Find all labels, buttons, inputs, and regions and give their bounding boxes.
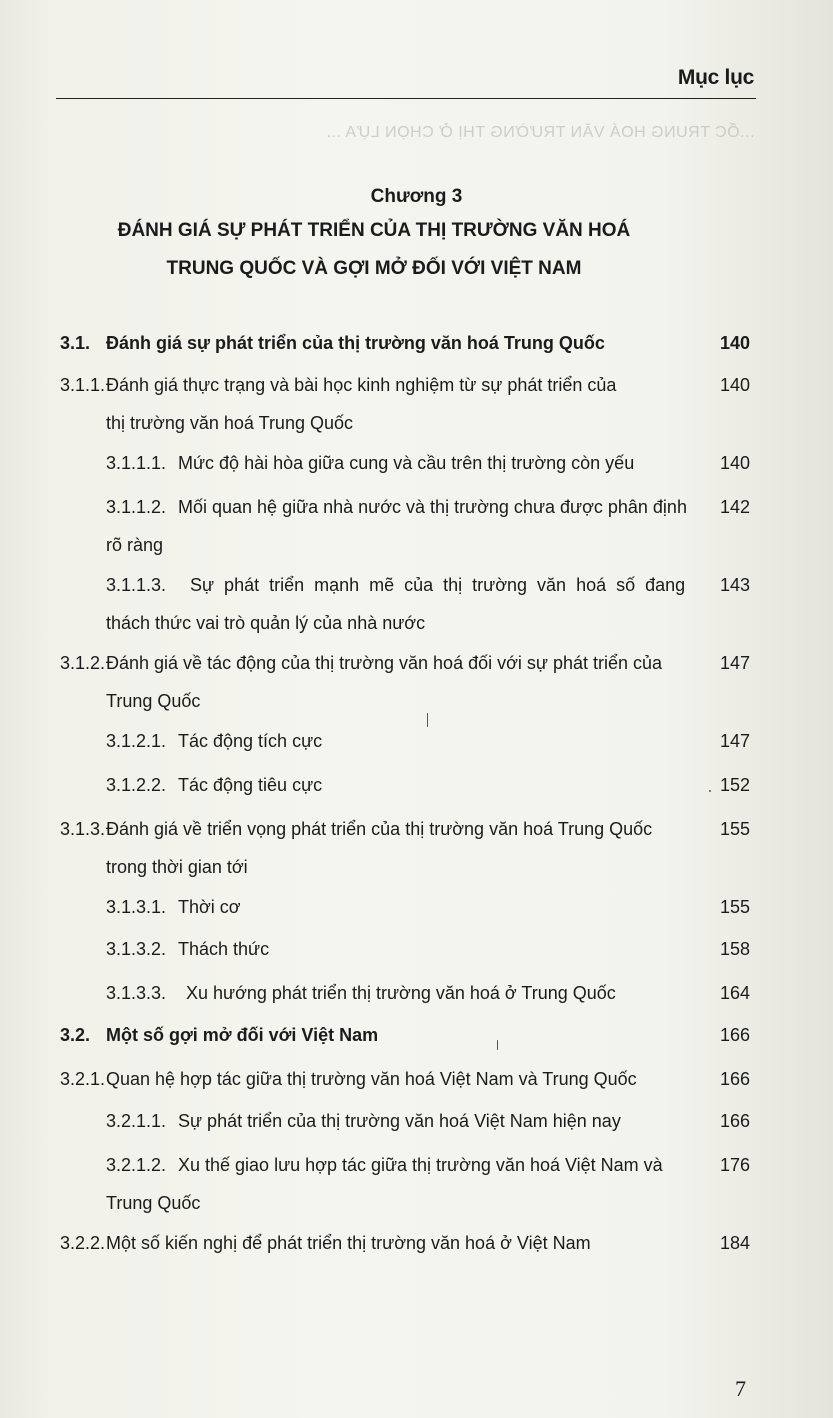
toc-page-number: 184: [720, 1233, 751, 1253]
toc-number: 3.1.1.1.: [106, 453, 167, 473]
toc-number: 3.1.2.: [60, 653, 106, 673]
toc-title-continued: Trung Quốc: [106, 1193, 201, 1213]
print-speck: [497, 1040, 498, 1050]
toc-page-number: 152: [720, 775, 751, 795]
toc-number: 3.1.3.1.: [106, 897, 167, 917]
toc-title: Đánh giá thực trạng và bài học kinh nghiệm từ sự phát triển của: [106, 375, 617, 395]
toc-page-number: 176: [720, 1155, 751, 1175]
toc-number: 3.2.1.: [60, 1069, 106, 1089]
chapter-label: Chương 3: [370, 186, 463, 207]
toc-page-number: 140: [720, 375, 751, 395]
toc-page-number: 142: [720, 497, 751, 517]
toc-page-number: 164: [720, 983, 751, 1003]
toc-entry-3-1-2[interactable]: [60, 644, 760, 720]
toc-number: 3.2.: [60, 1025, 91, 1045]
toc-number: 3.2.1.1.: [106, 1111, 167, 1131]
toc-number: 3.1.1.3.: [106, 575, 167, 595]
toc-entry-3-1-3[interactable]: [60, 810, 760, 886]
toc-entry-3-1-1[interactable]: [60, 366, 760, 442]
section-title: Mục lục: [677, 66, 754, 89]
toc-title: Mức độ hài hòa giữa cung và cầu trên thị trường còn yếu: [178, 453, 635, 473]
toc-page-number: 140: [720, 453, 751, 473]
show-through-text: ...ỐC TRUNG HOÁ VĂN TRƯỜNG THỊ Ở CHỌN LỰA ...: [326, 124, 755, 141]
toc-page-number: 155: [720, 819, 751, 839]
chapter-title-line-1: ĐÁNH GIÁ SỰ PHÁT TRIỂN CỦA THỊ TRƯỜNG VĂN HOÁ: [117, 220, 631, 241]
toc-page-number: 140: [720, 333, 751, 353]
toc-title: Xu thế giao lưu hợp tác giữa thị trường văn hoá Việt Nam và: [178, 1155, 663, 1175]
toc-page-number: 143: [720, 575, 751, 595]
toc-title: Sự phát triển mạnh mẽ của thị trường văn hoá số đang: [190, 575, 686, 595]
toc-number: 3.1.2.1.: [106, 731, 167, 751]
toc-title: Tác động tiêu cực: [178, 775, 323, 795]
toc-number: 3.2.1.2.: [106, 1155, 167, 1175]
toc-page-number: 147: [720, 653, 751, 673]
toc-number: 3.1.1.2.: [106, 497, 167, 517]
toc-page-number: 166: [720, 1069, 751, 1089]
toc-title-continued: thị trường văn hoá Trung Quốc: [106, 413, 353, 433]
toc-title: Thách thức: [178, 939, 270, 959]
toc-title-continued: Trung Quốc: [106, 691, 201, 711]
toc-title: Một số kiến nghị để phát triển thị trường văn hoá ở Việt Nam: [106, 1233, 591, 1253]
toc-title: Đánh giá sự phát triển của thị trường văn hoá Trung Quốc: [106, 333, 605, 353]
toc-page-number: 166: [720, 1111, 751, 1131]
page-number: 7: [735, 1376, 746, 1401]
toc-title: Quan hệ hợp tác giữa thị trường văn hoá Việt Nam và Trung Quốc: [106, 1069, 637, 1089]
toc-title-continued: trong thời gian tới: [106, 857, 248, 877]
toc-page-number: 166: [720, 1025, 751, 1045]
toc-number: 3.2.2.: [60, 1233, 106, 1253]
toc-title: Sự phát triển của thị trường văn hoá Việt Nam hiện nay: [178, 1111, 621, 1131]
chapter-title-line-2: TRUNG QUỐC VÀ GỢI MỞ ĐỐI VỚI VIỆT NAM: [166, 258, 582, 279]
toc-title-continued: thách thức vai trò quản lý của nhà nước: [106, 613, 426, 633]
toc-number: 3.1.1.: [60, 375, 106, 395]
toc-number: 3.1.2.2.: [106, 775, 167, 795]
toc-title: Đánh giá về triển vọng phát triển của thị trường văn hoá Trung Quốc: [106, 819, 653, 839]
toc-title: Thời cơ: [178, 897, 241, 917]
toc-entry-3-1-1-2[interactable]: [106, 488, 760, 564]
toc-number: 3.1.: [60, 333, 91, 353]
toc-number: 3.1.3.3.: [106, 983, 167, 1003]
print-speck: [427, 713, 428, 727]
toc-number: 3.1.3.: [60, 819, 106, 839]
toc-title-continued: rõ ràng: [106, 535, 164, 555]
toc-page-number: 158: [720, 939, 751, 959]
toc-number: 3.1.3.2.: [106, 939, 167, 959]
toc-title: Tác động tích cực: [178, 731, 323, 751]
toc-entry-3-2-1-2[interactable]: [106, 1146, 760, 1222]
toc-entry-3-1-1-3[interactable]: [106, 566, 760, 642]
running-header: [56, 58, 756, 141]
toc-title: Xu hướng phát triển thị trường văn hoá ở Trung Quốc: [186, 983, 616, 1003]
print-speck: [709, 790, 711, 792]
toc-page-number: 155: [720, 897, 751, 917]
toc-title: Đánh giá về tác động của thị trường văn hoá đối với sự phát triển của: [106, 653, 663, 673]
toc-title: Một số gợi mở đối với Việt Nam: [106, 1025, 379, 1045]
toc-page-number: 147: [720, 731, 751, 751]
toc-title: Mối quan hệ giữa nhà nước và thị trường chưa được phân định: [178, 497, 687, 517]
